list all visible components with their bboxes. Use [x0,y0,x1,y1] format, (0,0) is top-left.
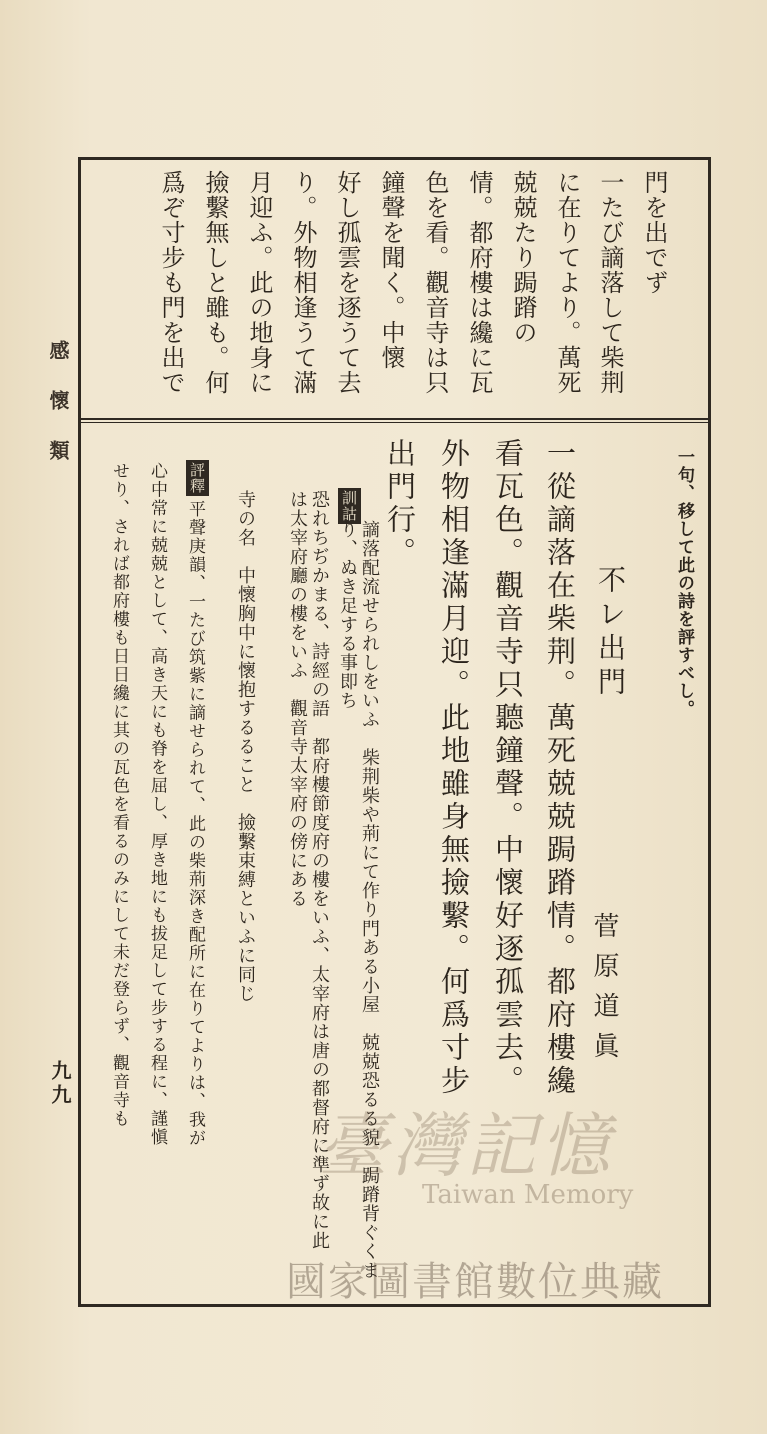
note-line: 一句、移して此の詩を評すべし。 [674,448,694,718]
watermark-org: 國家圖書館數位典藏 [286,1259,664,1305]
watermark-english: Taiwan Memory [422,1180,634,1210]
top-column: 鐘聲を聞く。中懷 [377,170,405,370]
top-column: 一たび謫落して柴荆 [596,170,624,395]
poem-line: 出門行。 [383,438,417,570]
gloss-label: 訓詁 [338,488,361,524]
poem-title: 不レ出門 [594,565,627,701]
review-label: 評釋 [186,460,209,496]
top-column: 月迎ふ。此の地身に [245,170,273,395]
top-column: 好し孤雲を逐うて去 [333,170,361,395]
top-column: 情。都府樓は纔に瓦 [465,170,493,395]
section-divider-thin [78,422,711,423]
watermark-logo: 臺灣記憶 [318,1105,614,1187]
poem-line: 看瓦色。觀音寺只聽鐘聲。中懷好逐孤雲去。 [491,438,525,1098]
poem-line: 外物相逢滿月迎。此地雖身無撿繫。何爲寸步 [437,438,471,1098]
top-column: に在りてより。萬死 [553,170,581,395]
gloss-column: 謫落配流せられしをいふ 柴荆柴や荊にて作り門ある小屋 兢兢恐るる貌 跼蹐背ぐくまり、ぬき足する事即ち [337,520,380,1280]
top-column: 撿繫無しと雖も。何 [201,170,229,395]
poem-author: 菅原道眞 [589,912,619,1072]
top-column: 爲ぞ寸步も門を出で [157,170,185,395]
top-column: 門を出でず [640,170,668,295]
review-column: 心中常に兢兢として、高き天にも脊を屈し、厚き地にも拔足して步する程に、謹愼 [147,462,167,1147]
gloss-column: 恐れちぢかまる、詩經の語 都府樓節度府の樓をいふ、太宰府は唐の都督府に準ず故に此は太宰府廳の樓をいふ 觀音寺太宰府の傍にある [287,490,330,1250]
page-number: 九九 [48,1060,72,1108]
review-column: せり、されば都府樓も日日纔に其の瓦色を看るのみにして未だ登らず、觀音寺も [109,462,129,1128]
gloss-column: 寺の名 中懷胸中に懷抱するること 撿繫束縛といふに同じ [235,490,256,1003]
review-column: 平聲庚韻、一たび筑紫に謫せられて、此の柴荊深き配所に在りてよりは、我が [185,500,205,1148]
top-column: 色を看。觀音寺は只 [421,170,449,395]
top-column: 兢兢たり跼蹐の [509,170,537,345]
poem-line: 一從謫落在柴荆。萬死兢兢跼蹐情。都府樓纔 [543,438,577,1098]
top-column: り。外物相逢うて滿 [289,170,317,395]
running-head: 感懷類 [46,340,70,490]
section-divider [78,418,711,420]
